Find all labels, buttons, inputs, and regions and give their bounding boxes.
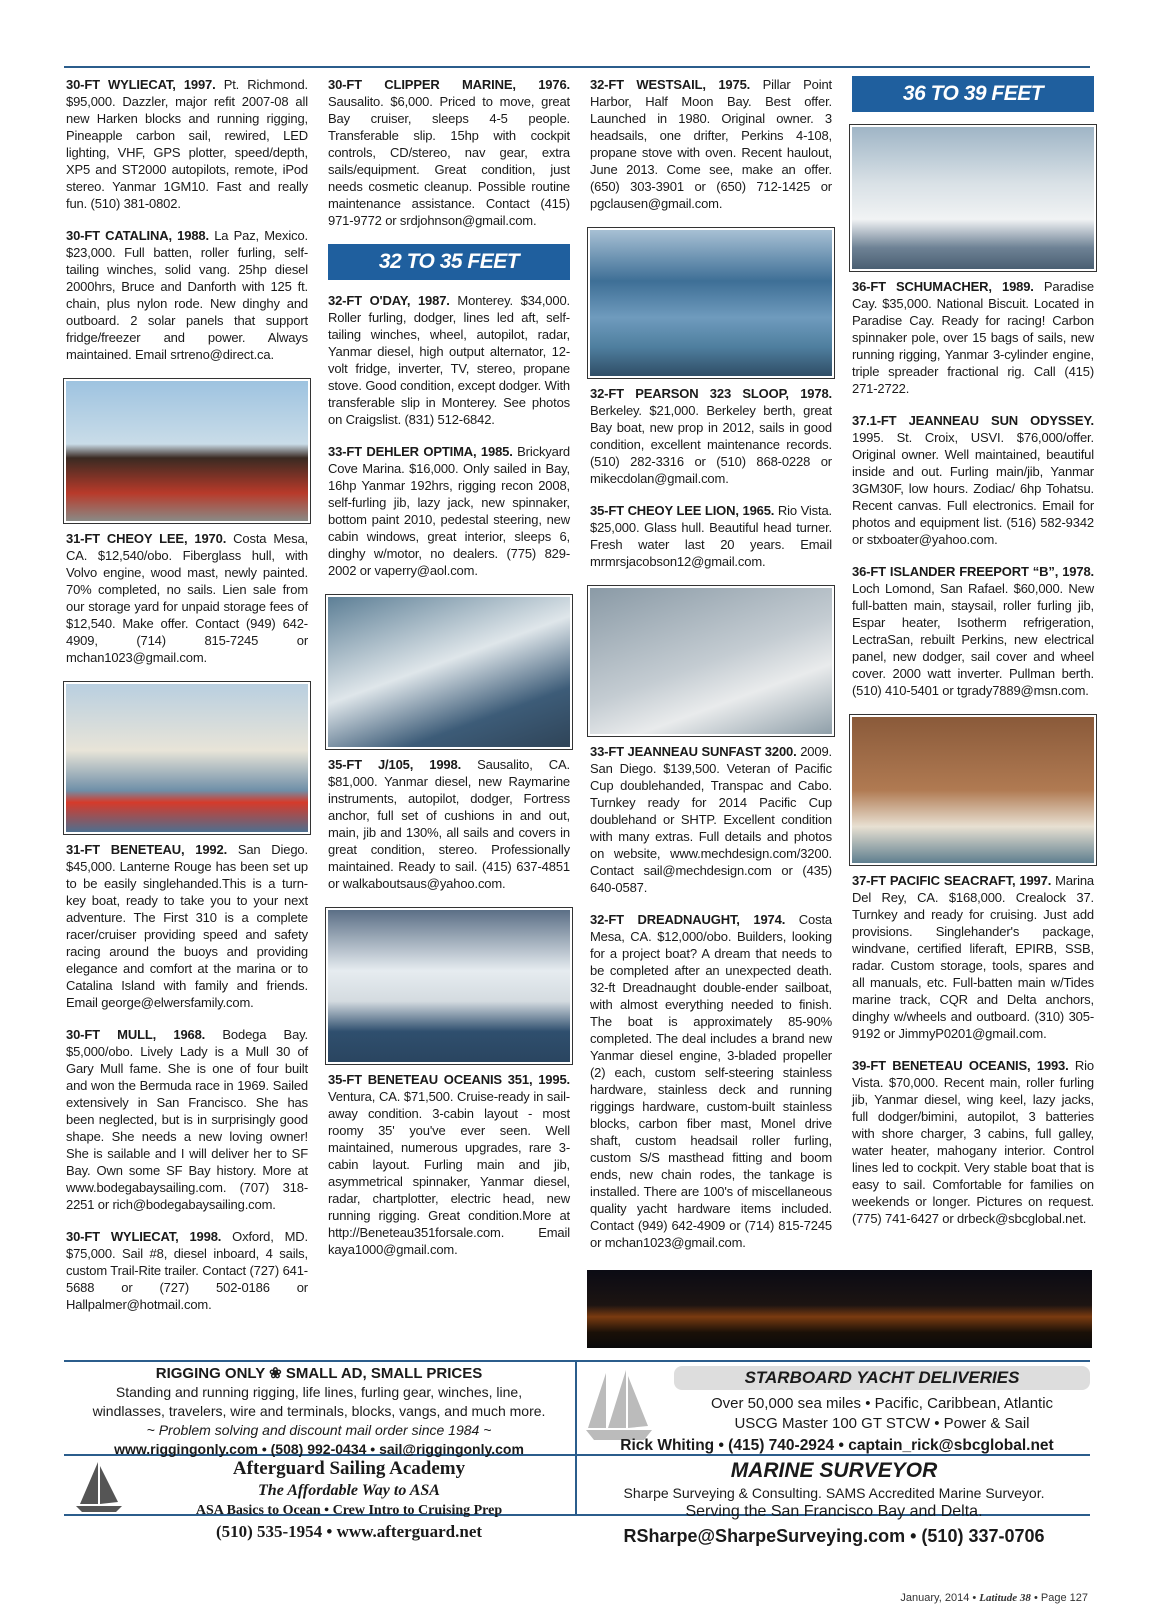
listing-body: Bodega Bay. $5,000/obo. Lively Lady is a Mull 30 of Gary Mull fame. She is one of four built and won the Bermuda race in 1969. Sailed extensively in San Francisco. She has been neglected, but is in surprisingly good shape. She needs a new loving owner! She is sailable and I will deliver her to SF Bay. Own some SF Bay history. More at www.bodegabaysailing.com. (707) 318-2251 or rich@bodegabaysailing.com. [66, 1027, 309, 1212]
listing-title: 36-FT SCHUMACHER, 1989. [852, 279, 1034, 294]
listing-body: Sausalito. $6,000. Priced to move, great Bay cruiser, sleeps 4-5 people. Transferable slip. 15hp with cockpit controls, CD/stereo, nav gear, extra sails/equipment. Great condition, just needs cosmetic cleanup. Possible routine maintenance assistance. Contact (415) 971-9772 or srdjohnson@gmail.com. [328, 94, 570, 228]
ad-title: MARINE SURVEYOR [730, 1459, 938, 1482]
listing-body: Berkeley. $21,000. Berkeley berth, great Bay boat, new prop in 2012, sails in good condition, excellent maintenance records. (510) 282-3316 or (510) 868-0228 or mikecdolan@gmail.com. [590, 403, 832, 486]
listing-title: 36-FT ISLANDER FREEPORT “B”, 1978. [852, 564, 1094, 579]
listing [328, 756, 570, 892]
ad-title: Afterguard Sailing Academy [232, 1458, 466, 1479]
listing [852, 872, 1094, 1042]
listing-title: 37-FT PACIFIC SEACRAFT, 1997. [852, 873, 1052, 888]
section-header-32-35: 32 TO 35 FEET [328, 244, 570, 280]
listing-body: Oxford, MD. $75,000. Sail #8, diesel inboard, 4 sails, custom Trail-Rite trailer. Contact (727) 641-5688 or (727) 502-0186 or Hallpalmer@hotmail.com. [66, 1229, 308, 1312]
listing-title: 31-FT BENETEAU, 1992. [66, 842, 228, 857]
afterguard-ad [64, 1458, 574, 1543]
column-2 [328, 76, 570, 1273]
ad-contact: (510) 535-1954 • www.afterguard.net [215, 1522, 483, 1541]
listing [66, 841, 308, 1011]
ad-contact: RSharpe@SharpeSurveying.com • (510) 337-0706 [623, 1526, 1045, 1546]
listing-body: Costa Mesa, CA. $12,000/obo. Builders, looking for a project boat? A dream that needs to be completed after an unexpected death. 32-ft Dreadnaught double-ender sailboat, with almost everything needed to finish. The boat is approximately 85-90% completed. The deal includes a brand new Yanmar diesel engine, 3-bladed propeller (2) each, custom self-steering stainless hardware, stainless deck and running riggings hardware, custom-built stainless blocks, carbon fiber mast, Monel drive shaft, custom headsail roller furling, custom S/S masthead fitting and boom ends, new chain rodes, the tankage is installed. There are 100's of miscellaneous quality yacht hardware items included. Contact (949) 642-4909 or (714) 815-7245 or mchan1023@gmail.com. [590, 912, 833, 1250]
divider [575, 1362, 577, 1514]
listing [590, 76, 832, 212]
listing [66, 530, 308, 666]
listing-title: 33-FT DEHLER OPTIMA, 1985. [328, 444, 513, 459]
listing-title: 30-FT CATALINA, 1988. [66, 228, 209, 243]
listing-title: 35-FT CHEOY LEE LION, 1965. [590, 503, 775, 518]
column-3 [590, 76, 832, 1266]
listing-body: Costa Mesa, CA. $12,540/obo. Fiberglass hull, with Volvo engine, wood mast, newly painted. 70% completed, no sails. Lien sale from our storage yard for unpaid storage fees of $12,540. Make offer. Contact (949) 642-4909, (714) 815-7245 or mchan1023@gmail.com. [66, 531, 308, 665]
boat-photo [587, 227, 835, 379]
listing-title: 32-FT WESTSAIL, 1975. [590, 77, 751, 92]
night-harbor-photo [587, 1270, 1092, 1348]
listing-title: 35-FT BENETEAU OCEANIS 351, 1995. [328, 1072, 570, 1087]
ad-line: windlasses, travelers, wire and terminals, blocks, vangs, and much more. [92, 1403, 546, 1419]
right-columns [590, 76, 1094, 1348]
listing-title: 32-FT O'DAY, 1987. [328, 293, 450, 308]
listing-title: 32-FT DREADNAUGHT, 1974. [590, 912, 786, 927]
page-footer: January, 2014 • Latitude 38 • Page 127 [900, 1592, 1088, 1604]
boat-photo [63, 681, 311, 835]
ad-subtitle: The Affordable Way to ASA [258, 1482, 440, 1499]
listing-body: 2009. San Diego. $139,500. Veteran of Pacific Cup doublehanded, Transpac and Cabo. Turnkey ready for 2014 Pacific Cup doublehand or SHTP. Excellent condition with many extras. Full details and photos on website, www.mechdesign.com/3200. Contact sail@mechdesign.com or (435) 640-0587. [590, 744, 832, 895]
boat-photo [849, 124, 1097, 272]
boat-photo [325, 907, 573, 1065]
boat-photo [63, 378, 311, 524]
column-4 [852, 76, 1094, 1242]
marine-surveyor-ad [578, 1458, 1090, 1550]
listing [328, 1071, 570, 1258]
rigging-only-ad [64, 1364, 574, 1459]
listing [328, 76, 570, 229]
page-number: Page 127 [1040, 1592, 1088, 1604]
listing [590, 743, 832, 896]
listing [328, 443, 570, 579]
boat-photo [849, 714, 1097, 866]
listing-body: Rio Vista. $25,000. Glass hull. Beautiful head turner. Fresh water last 20 years. Email mrmrsjacobson12@gmail.com. [590, 503, 833, 569]
ad-line: USCG Master 100 GT STCW • Power & Sail [734, 1415, 1030, 1432]
ad-line: Sharpe Surveying & Consulting. SAMS Accredited Marine Surveyor. [623, 1485, 1045, 1501]
column-1 [66, 76, 308, 1328]
listing-body: Pillar Point Harbor, Half Moon Bay. Best offer. Launched in 1980. Original owner. 3 headsails, one drifter, Perkins 4-108, propane stove with oven. Recent haulout, June 2013. Come see, make an offer. (650) 303-3901 or (650) 712-1425 or pgclausen@gmail.com. [590, 77, 832, 211]
listing-title: 39-FT BENETEAU OCEANIS, 1993. [852, 1058, 1069, 1073]
listing-title: 37.1-FT JEANNEAU SUN ODYSSEY. [852, 413, 1094, 428]
listing [852, 278, 1094, 397]
listing [852, 563, 1094, 699]
ad-line: ASA Basics to Ocean • Crew Intro to Cruising Prep [195, 1503, 503, 1518]
magazine-logo: Latitude 38 [979, 1592, 1031, 1604]
listing [328, 292, 570, 428]
issue-date: January, 2014 [900, 1592, 970, 1604]
listing-title: 30-FT CLIPPER MARINE, 1976. [328, 77, 570, 92]
ad-contact: Rick Whiting • (415) 740-2924 • captain_rick@sbcglobal.net [620, 1437, 1054, 1454]
listing-title: 31-FT CHEOY LEE, 1970. [66, 531, 227, 546]
listing [66, 1026, 308, 1213]
listing [852, 412, 1094, 548]
listing [66, 1228, 308, 1313]
ad-title: STARBOARD YACHT DELIVERIES [674, 1366, 1090, 1390]
ad-line: Over 50,000 sea miles • Pacific, Caribbean, Atlantic [710, 1395, 1054, 1412]
ad-line: ~ Problem solving and discount mail order since 1984 ~ [146, 1422, 492, 1438]
listing-title: 30-FT WYLIECAT, 1998. [66, 1229, 222, 1244]
listing [66, 76, 308, 212]
listing [852, 1057, 1094, 1227]
boat-photo [587, 585, 835, 737]
listing-title: 33-FT JEANNEAU SUNFAST 3200. [590, 744, 797, 759]
listing-body: Brickyard Cove Marina. $16,000. Only sailed in Bay, 16hp Yanmar 192hrs, rigging recon 2008, self-furling jib, lazy jack, new spinnaker, bottom paint 2010, pedestal steering, new cabin windows, great interior, sleeps 6, dinghy w/motor, no dealers. (775) 829-2002 or vaperry@aol.com. [328, 444, 570, 578]
listing [590, 911, 832, 1251]
ad-line: Standing and running rigging, life lines, furling gear, winches, line, [115, 1384, 523, 1400]
listings-area [66, 76, 1156, 1348]
listing [66, 227, 308, 363]
starboard-ad [584, 1366, 1090, 1456]
listing-body: Marina Del Rey, CA. $168,000. Crealock 37. Turnkey and ready for cruising. Just add provisions. Singlehander's package, windvane, certified liferaft, EPIRB, SSB, radar. Custom storage, tools, spares and all manuals, etc. Full-batten main w/Tides marine track, CQR and Delta anchors, dinghy w/wheels and outboard. (310) 305-9192 or JimmyP0201@gmail.com. [852, 873, 1094, 1041]
listing-body: Monterey. $34,000. Roller furling, dodger, lines led aft, self-tailing winches, wheel, autopilot, radar, Yanmar diesel, high output alternator, 12-volt fridge, inverter, TV, stereo, propane stove. Good condition, except dodger. With transferable slip in Monterey. See photos on Craigslist. (831) 512-6842. [328, 293, 570, 427]
listing-title: 30-FT MULL, 1968. [66, 1027, 206, 1042]
listing-body: Paradise Cay. $35,000. National Biscuit. Located in Paradise Cay. Ready for racing! Carbon spinnaker pole, over 15 bags of sails, new running rigging, Yanmar 3-cylinder engine, triple spreader fractional rig. Call (415) 271-2722. [852, 279, 1094, 396]
ad-line: Serving the San Francisco Bay and Delta. [685, 1503, 983, 1520]
listing-body: Loch Lomond, San Rafael. $60,000. New full-batten main, staysail, roller furling jib, Espar heater, Isotherm refrigeration, LectraSan, rebuilt Perkins, new electrical panel, new dodger, sail cover and wheel cover. 2000 watt inverter. Pullman berth. (510) 410-5401 or tgrady7889@msn.com. [852, 581, 1094, 698]
listing-title: 35-FT J/105, 1998. [328, 757, 462, 772]
section-header-36-39: 36 TO 39 FEET [852, 76, 1094, 112]
ad-title: RIGGING ONLY ❀ SMALL AD, SMALL PRICES [155, 1365, 483, 1382]
listing [590, 385, 832, 487]
listing-title: 32-FT PEARSON 323 SLOOP, 1978. [590, 386, 832, 401]
top-rule [64, 66, 1090, 68]
listing-body: 1995. St. Croix, USVI. $76,000/offer. Original owner. Well maintained, beautiful inside and out. Furling main/jib, Yanmar 3GM30F, low hours. Zodiac/ 6hp Tohatsu. Recent canvas. Full electronics. Email for photos and equipment list. (516) 582-9342 or stxboater@yahoo.com. [852, 430, 1094, 547]
listing-body: Pt. Richmond. $95,000. Dazzler, major refit 2007-08 all new Harken blocks and running rigging, Pineapple carbon sail, rewired, LED lighting, VHF, GPS plotter, speed/depth, XP5 and ST2000 autopilots, remote, iPod stereo. Yanmar 1GM10. Fast and really fun. (510) 381-0802. [66, 77, 308, 211]
listing-title: 30-FT WYLIECAT, 1997. [66, 77, 216, 92]
ad-contact: www.riggingonly.com • (508) 992-0434 • sail@riggingonly.com [114, 1441, 524, 1457]
listing-body: San Diego. $45,000. Lanterne Rouge has been set up to be easily singlehanded.This is a turn-key boat, ready to take you to your next adventure. The First 310 is a complete racer/cruiser providing speed and safety racing around the buoys and providing elegance and comfort at the marina or to Catalina Island with family and friends. Email george@elwersfamily.com. [66, 842, 308, 1010]
display-ads [64, 1360, 1090, 1546]
listing [590, 502, 832, 570]
boat-photo [325, 594, 573, 750]
listing-body: Sausalito, CA. $81,000. Yanmar diesel, new Raymarine instruments, autopilot, dodger, Fortress anchor, full set of cushions in and out, main, jib and 130%, all sails and covers in great condition, stereo. Professionally maintained. Ready to sail. (415) 637-4851 or walkaboutsaus@yahoo.com. [328, 757, 570, 891]
listing-body: La Paz, Mexico. $23,000. Full batten, roller furling, self-tailing winches, solid vang. 25hp diesel 2000hrs, Bruce and Danforth with 125 ft. chain, plus nylon rode. New dinghy and outboard. 2 solar panels that support fridge/freezer and power. Always maintained. Email srtreno@direct.ca. [66, 228, 308, 362]
listing-body: Rio Vista. $70,000. Recent main, roller furling jib, Yanmar diesel, wing keel, lazy jacks, full dodger/bimini, autopilot, 3 batteries with shore charger, 3 cabins, full galley, water heater, mahogany interior. Control lines led to cockpit. Very stable boat that is easy to sail. Comfortable for families on weekends or longer. Pictures on request. (775) 741-6427 or drbeck@sbcglobal.net. [852, 1058, 1094, 1226]
listing-body: Ventura, CA. $71,500. Cruise-ready in sail-away condition. 3-cabin layout - most roomy 35' you've ever seen. Well maintained, numerous upgrades, rare 3-cabin layout. Furling main and jib, asymmetrical spinnaker, Yanmar diesel, radar, chartplotter, electric head, new running rigging. Great condition.More at http://Beneteau351forsale.com. Email kaya1000@gmail.com. [328, 1089, 570, 1257]
